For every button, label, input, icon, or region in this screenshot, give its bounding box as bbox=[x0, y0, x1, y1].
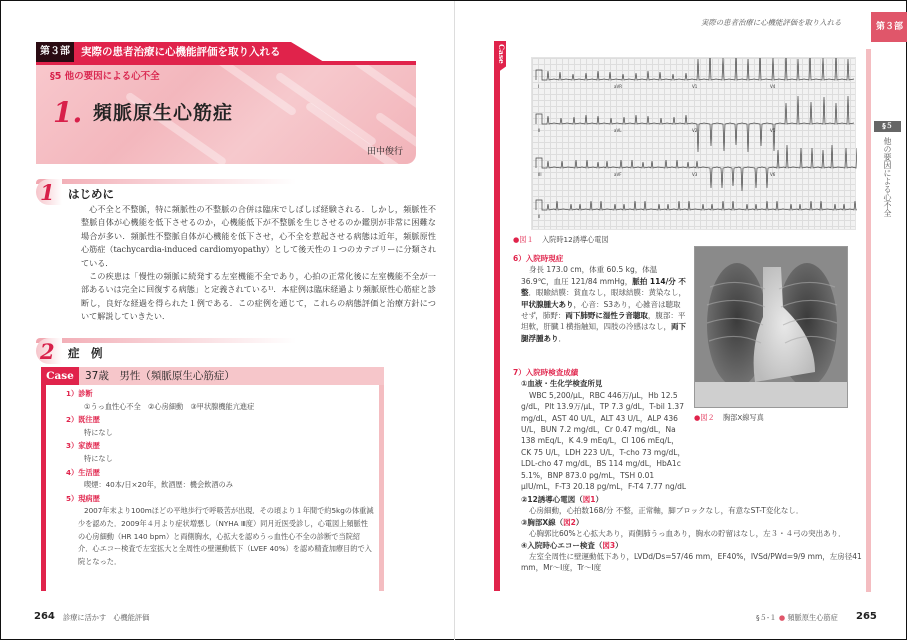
ecg-lead-label: V3 bbox=[692, 172, 698, 177]
figure2-caption-text: 胸部X線写真 bbox=[722, 413, 764, 422]
figure2-caption-num: ●図２ bbox=[694, 413, 715, 422]
page-gutter bbox=[454, 1, 455, 640]
part-tab: 第３部 bbox=[871, 12, 907, 42]
ecg-lead-label: I bbox=[538, 84, 540, 89]
echo-heading-text: ④入院時心エコー検査（ bbox=[521, 540, 603, 550]
finding-text: ．眼瞼結膜：貧血なし，眼球結膜：黄染なし， bbox=[528, 288, 686, 298]
case-item-text: 特になし bbox=[84, 453, 113, 463]
finding-text: ． bbox=[558, 333, 566, 343]
section7-heading: 7）入院時検査成績 bbox=[513, 368, 579, 377]
chapter-footer-title: 頻脈原生心筋症 bbox=[787, 613, 838, 622]
figure3-ref-link[interactable]: 図3 bbox=[602, 540, 616, 550]
bullet-icon: ● bbox=[778, 613, 786, 622]
page-number-right: 265 bbox=[856, 611, 877, 622]
section6-text bbox=[513, 264, 688, 344]
figure2-caption bbox=[694, 413, 764, 423]
case-rail bbox=[494, 41, 500, 591]
ecg-lead-label: V2 bbox=[692, 128, 698, 133]
ecg-traces bbox=[532, 58, 857, 231]
case-box-right-edge bbox=[866, 49, 871, 592]
ecg-lead-label: aVR bbox=[614, 84, 622, 89]
intro-paragraph: 心不全と不整脈，特に頻脈性の不整脈の合併は臨床でしばしば経験される．しかし，頻脈性不整脈自体が心機能を低下させるのか，心機能低下が不整脈を生じさせるのか鑑別が非常に困難な場合が多い．頻脈性不整脈自体が心機能を低下させ，心不全を惹起させる病態は近年，頻脈原性心筋症（tachycardia-induced cardiomyopathy）として後天性の１つのカテゴリーに分類されている． bbox=[81, 204, 436, 268]
xray-heading-text: ③胸部X線（ bbox=[521, 517, 564, 527]
case-item-text: 2007年末より100mほどの平地歩行で呼吸苦が出現．その頃より１年間で約5kgの体重減少を認めた．2009年４月より症状増悪し（NYHA Ⅲ度）同月近医受診し，心電図上頻脈性の心房細動（HR 140 bpm）と両側胸水，心拡大を認めうっ血性心不全の診断で当院紹介．心エコー検査で左室拡大と全周性の壁運動低下（LVEF 40%）を認め精査加療目的で入院となった． bbox=[78, 506, 374, 566]
echo-heading-end: ） bbox=[615, 540, 623, 550]
ecg-lead-label: aVL bbox=[614, 128, 622, 133]
ecg-trace bbox=[536, 96, 854, 152]
case-item-heading: 1）診断 bbox=[66, 389, 93, 398]
section-tab: §５ bbox=[874, 121, 901, 132]
ecg-trace bbox=[536, 58, 854, 80]
section6 bbox=[513, 253, 688, 344]
finding-text: ，心音：S3あり，心雑音は聴取せず，肺野： bbox=[521, 299, 681, 321]
section-number: 2 bbox=[40, 339, 55, 364]
chapter-number: 1. bbox=[53, 96, 83, 129]
echo-findings: 左室全周性に壁運動低下あり，LVDd/Ds=57/46 mm，EF40%，IVSd/PWd=9/9 mm，左房径41 mm，Mr〜Ⅰ度，Tr〜Ⅰ度 bbox=[521, 552, 862, 573]
finding-text: ，腹部：平坦軟，肝臓１横指触知，四肢の冷感はなし， bbox=[521, 311, 686, 332]
case-tag: Case bbox=[41, 367, 79, 385]
section-title: はじめに bbox=[68, 187, 114, 201]
intro-paragraph: この疾患は「慢性の頻脈に続発する左室機能不全であり，心拍の正常化後に左室機能不全が一部あるいは完全に回復する病態」と定義されている¹⁾．本症例は臨床経過より頻脈原性心筋症と診断し，良好な経過を得られた１例である．この症例を通じて，これらの病態評価と治療方針について解説していきたい． bbox=[81, 271, 436, 322]
ecg-trace bbox=[536, 200, 857, 210]
ecg-figure bbox=[531, 57, 856, 230]
book-title-footer: 診療に活かす 心機能評価 bbox=[63, 613, 150, 622]
figure1-caption bbox=[513, 235, 609, 245]
case-title: 37歳 男性（頻脈原生心筋症） bbox=[85, 370, 235, 382]
ecg-lead-label: V5 bbox=[770, 128, 776, 133]
xray-findings: 心胸郭比60%と心拡大あり，両側肺うっ血あり，胸水の貯留はなし，左３・４弓の突出あり． bbox=[529, 529, 846, 539]
case-item-text: ①うっ血性心不全 ②心房細動 ③甲状腺機能亢進症 bbox=[84, 401, 255, 411]
finding-text: 身長 173.0 cm，体重 60.5 kg，体温 36.9℃，血圧 121/84 mmHg， bbox=[521, 265, 658, 286]
xray-heading bbox=[513, 517, 863, 528]
case-item-heading: 3）家族歴 bbox=[66, 441, 100, 451]
case-item-text: 特になし bbox=[84, 427, 113, 437]
case-rail-label: Case bbox=[497, 44, 506, 64]
finding-emphasis: 両下腿浮腫あり bbox=[521, 322, 686, 343]
ecg-heading-end: ） bbox=[595, 495, 604, 504]
section-title: 症 例 bbox=[68, 346, 103, 360]
chapter-title: 頻脈原生心筋症 bbox=[93, 102, 234, 124]
case-item-heading: 2）既往歴 bbox=[66, 415, 100, 425]
running-head: 実際の患者治療に心機能評価を取り入れる bbox=[701, 18, 842, 27]
ecg-lead-label: III bbox=[538, 172, 542, 177]
case-item-heading: 4）生活歴 bbox=[66, 467, 100, 477]
section7 bbox=[513, 367, 688, 492]
blood-test-heading: ①血液・生化学検査所見 bbox=[521, 379, 603, 389]
figure2-ref-link[interactable]: 図2 bbox=[563, 517, 576, 527]
page-number-left: 264 bbox=[34, 611, 55, 622]
section6-heading: 6）入院時現症 bbox=[513, 254, 564, 263]
case-item-heading: 5）現病歴 bbox=[66, 493, 100, 503]
finding-emphasis: 脈拍 114/分 不整 bbox=[521, 276, 686, 298]
section-number: 1 bbox=[40, 180, 55, 205]
xray-heading-end: ） bbox=[575, 517, 584, 527]
ecg-heading bbox=[513, 494, 863, 505]
blood-test-values: WBC 5,200/μL，RBC 446万/μL，Hb 12.5 g/dL，Plt 13.9万/μL，TP 7.3 g/dL，T-bil 1.37 mg/dL，AST 40 U/L，ALT 43 U/L，ALP 436 U/L，BUN 7.2 mg/dL，Cr 0.47 mg/dL，Na 138 mEq/L，K 4.9 mEq/L，Cl 106 mEq/L，CK 75 U/L，LDH 223 U/L，T-cho 73 mg/dL，LDL-cho 47 mg/dL，BS 114 mg/dL，HbA1c 5.1%，BNP 873.0 pg/mL，TSH 0.01 μIU/mL，F-T3 20.18 pg/mL，F-T4 7.77 ng/dL bbox=[521, 390, 687, 492]
ecg-lead-label: V6 bbox=[770, 172, 776, 177]
ecg-lead-label: aVF bbox=[614, 172, 622, 177]
ecg-lead-label: V1 bbox=[692, 84, 698, 89]
figure1-caption-num: ●図１ bbox=[513, 235, 534, 244]
finding-emphasis: 両下肺野に湿性ラ音聴取 bbox=[565, 311, 648, 321]
author-name: 田中俊行 bbox=[367, 147, 404, 157]
chapter-footer bbox=[756, 613, 838, 623]
ecg-lead-label: V4 bbox=[770, 84, 776, 89]
part-title: 実際の患者治療に心機能評価を取り入れる bbox=[81, 46, 281, 58]
case-body bbox=[66, 387, 374, 568]
section7-continued bbox=[513, 494, 863, 574]
chest-xray-image bbox=[694, 246, 848, 408]
intro-body bbox=[81, 203, 436, 324]
figure1-ref-link[interactable]: 図1 bbox=[582, 495, 596, 504]
ecg-heading-text: ②12誘導心電図（ bbox=[521, 495, 583, 504]
section-tab-text: 他の要因による心不全 bbox=[883, 137, 892, 217]
ecg-lead-label: II bbox=[538, 214, 541, 219]
case-item-text: 喫煙：40本/日×20年，飲酒歴：機会飲酒のみ bbox=[84, 480, 233, 490]
finding-emphasis: 甲状腺腫大あり bbox=[521, 299, 574, 309]
section-subtitle: §5 他の要因による心不全 bbox=[50, 71, 160, 82]
echo-heading bbox=[513, 540, 863, 551]
chapter-ref: §５-１ bbox=[756, 613, 777, 622]
figure1-caption-text: 入院時12誘導心電図 bbox=[541, 235, 609, 244]
ecg-trace bbox=[536, 145, 857, 191]
blood-test-text bbox=[513, 390, 688, 493]
ecg-lead-label: II bbox=[538, 128, 541, 133]
ecg-findings: 心房細動，心拍数168/分 不整，正常軸，脚ブロックなし，有意なST-T変化なし． bbox=[529, 506, 804, 516]
part-label: 第３部 bbox=[36, 42, 74, 62]
section-heading-case bbox=[36, 338, 376, 366]
